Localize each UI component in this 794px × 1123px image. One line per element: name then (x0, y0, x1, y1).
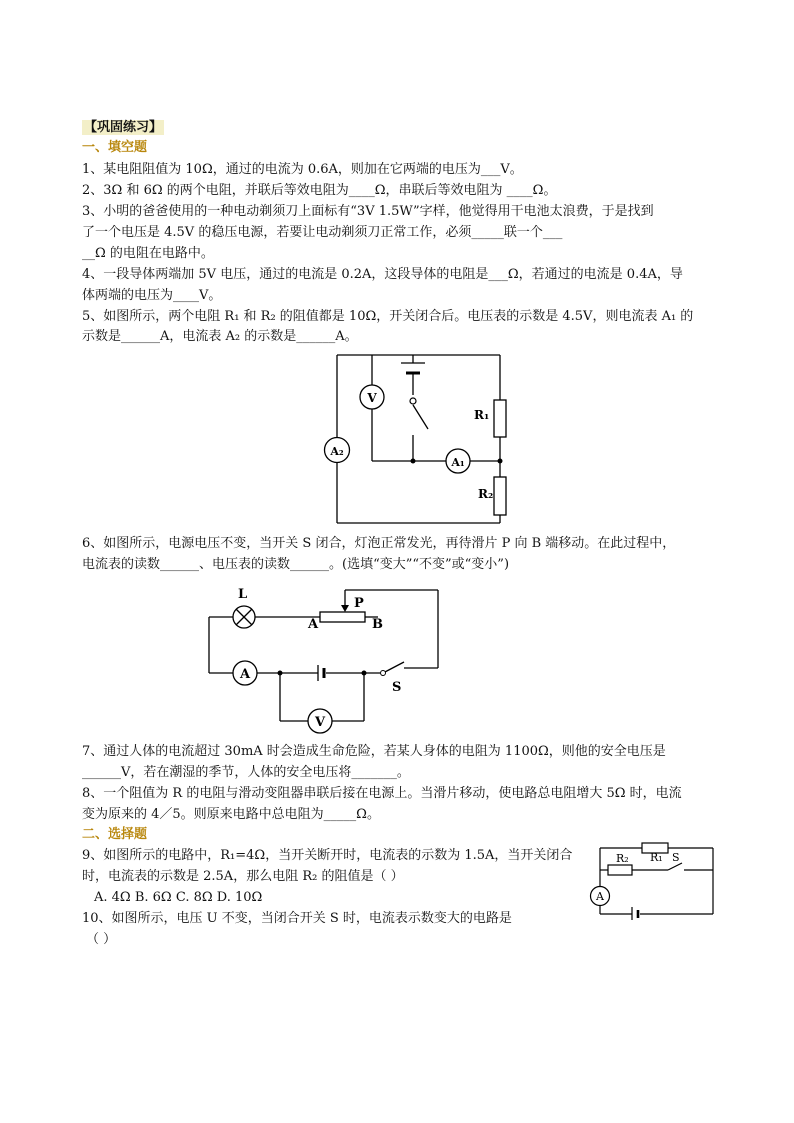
ammeter-a2-label: A₂ (330, 445, 344, 458)
switch-label: S (672, 851, 680, 864)
question-6-line-2: 电流表的读数______、电压表的读数______。(选填“变大”“不变”或“变小”) (82, 557, 510, 572)
question-8-line-2: 变为原来的 4／5。则原来电路中总电阻为_____Ω。 (82, 807, 380, 822)
question-3-line-3: __Ω 的电阻在电路中。 (82, 246, 214, 261)
question-1: 1、某电阻阻值为 10Ω，通过的电流为 0.6A，则加在它两端的电压为___V。 (82, 162, 523, 177)
circuit-figure-q5 (320, 345, 520, 530)
resistor-r1 (494, 400, 506, 437)
question-9-line-1: 9、如图所示的电路中，R₁=4Ω，当开关断开时，电流表的示数为 1.5A，当开关闭合 (82, 848, 573, 863)
rheostat-end-b-label: B (372, 617, 383, 632)
question-7-line-2: ______V，若在潮湿的季节，人体的安全电压将_______。 (82, 765, 410, 780)
question-5-line-1: 5、如图所示，两个电阻 R₁ 和 R₂ 的阻值都是 10Ω，开关闭合后。电压表的示数是 4.5V，则电流表 A₁ 的 (82, 309, 694, 324)
resistor-r2-label: R₂ (616, 852, 629, 865)
practice-header: 【巩固练习】 (84, 120, 163, 135)
switch-pivot (410, 398, 416, 404)
switch-label: S (392, 680, 402, 695)
junction-dot (362, 671, 367, 676)
circuit-figure-q9 (586, 834, 718, 920)
question-5-line-2: 示数是______A，电流表 A₂ 的示数是______A。 (82, 329, 358, 344)
slider-label: P (354, 596, 364, 611)
voltmeter-label: V (367, 391, 377, 405)
rheostat-end-a-label: A (308, 617, 319, 632)
question-9-options: A. 4Ω B. 6Ω C. 8Ω D. 10Ω (94, 890, 263, 905)
question-3-line-2: 了一个电压是 4.5V 的稳压电源，若要让电动剃须刀正常工作，必须_____联一个___ (82, 225, 563, 240)
question-8-line-1: 8、一个阻值为 R 的电阻与滑动变阻器串联后接在电源上。当滑片移动，使电路总电阻增大 5Ω 时，电流 (82, 786, 682, 801)
voltmeter-label: V (314, 715, 326, 730)
resistor-r1-label: R₁ (474, 408, 490, 422)
question-9-line-2: 时，电流表的示数是 2.5A，那么电阻 R₂ 的阻值是（ ） (82, 869, 404, 884)
junction-dot (498, 459, 503, 464)
question-6-line-1: 6、如图所示，电源电压不变，当开关 S 闭合，灯泡正常发光，再待滑片 P 向 B 端移动。在此过程中， (82, 536, 676, 551)
ammeter-label: A (596, 890, 604, 903)
ammeter-label: A (239, 667, 251, 682)
section-fill-blank-title: 一、填空题 (82, 140, 148, 155)
question-3-line-1: 3、小明的爸爸使用的一种电动剃须刀上面标有“3V 1.5W”字样，他觉得用干电池太浪费，于是找到 (82, 204, 654, 219)
question-4-line-2: 体两端的电压为____V。 (82, 288, 222, 303)
question-7-line-1: 7、通过人体的电流超过 30mA 时会造成生命危险，若某人身体的电阻为 1100Ω，则他的安全电压是 (82, 744, 666, 759)
lamp-label: L (238, 587, 248, 602)
junction-dot (278, 671, 283, 676)
resistor-r1-label: R₁ (650, 851, 663, 864)
rheostat (320, 612, 365, 622)
slider-arrow-icon (341, 605, 349, 612)
section-choice-title: 二、选择题 (82, 827, 148, 842)
switch-pivot (381, 671, 386, 676)
resistor-r2-label: R₂ (478, 487, 494, 501)
resistor-r2 (608, 865, 632, 875)
question-10-line-2: （ ） (86, 932, 117, 947)
question-2: 2、3Ω 和 6Ω 的两个电阻，并联后等效电阻为____Ω，串联后等效电阻为 ____Ω。 (82, 183, 557, 198)
question-10-line-1: 10、如图所示，电压 U 不变，当闭合开关 S 时，电流表示数变大的电路是 (82, 911, 512, 926)
question-4-line-1: 4、一段导体两端加 5V 电压，通过的电流是 0.2A，这段导体的电阻是___Ω，若通过的电流是 0.4A，导 (82, 267, 683, 282)
resistor-r2 (494, 477, 506, 515)
circuit-figure-q6 (200, 582, 445, 738)
ammeter-a1-label: A₁ (451, 456, 465, 469)
junction-dot (411, 459, 416, 464)
